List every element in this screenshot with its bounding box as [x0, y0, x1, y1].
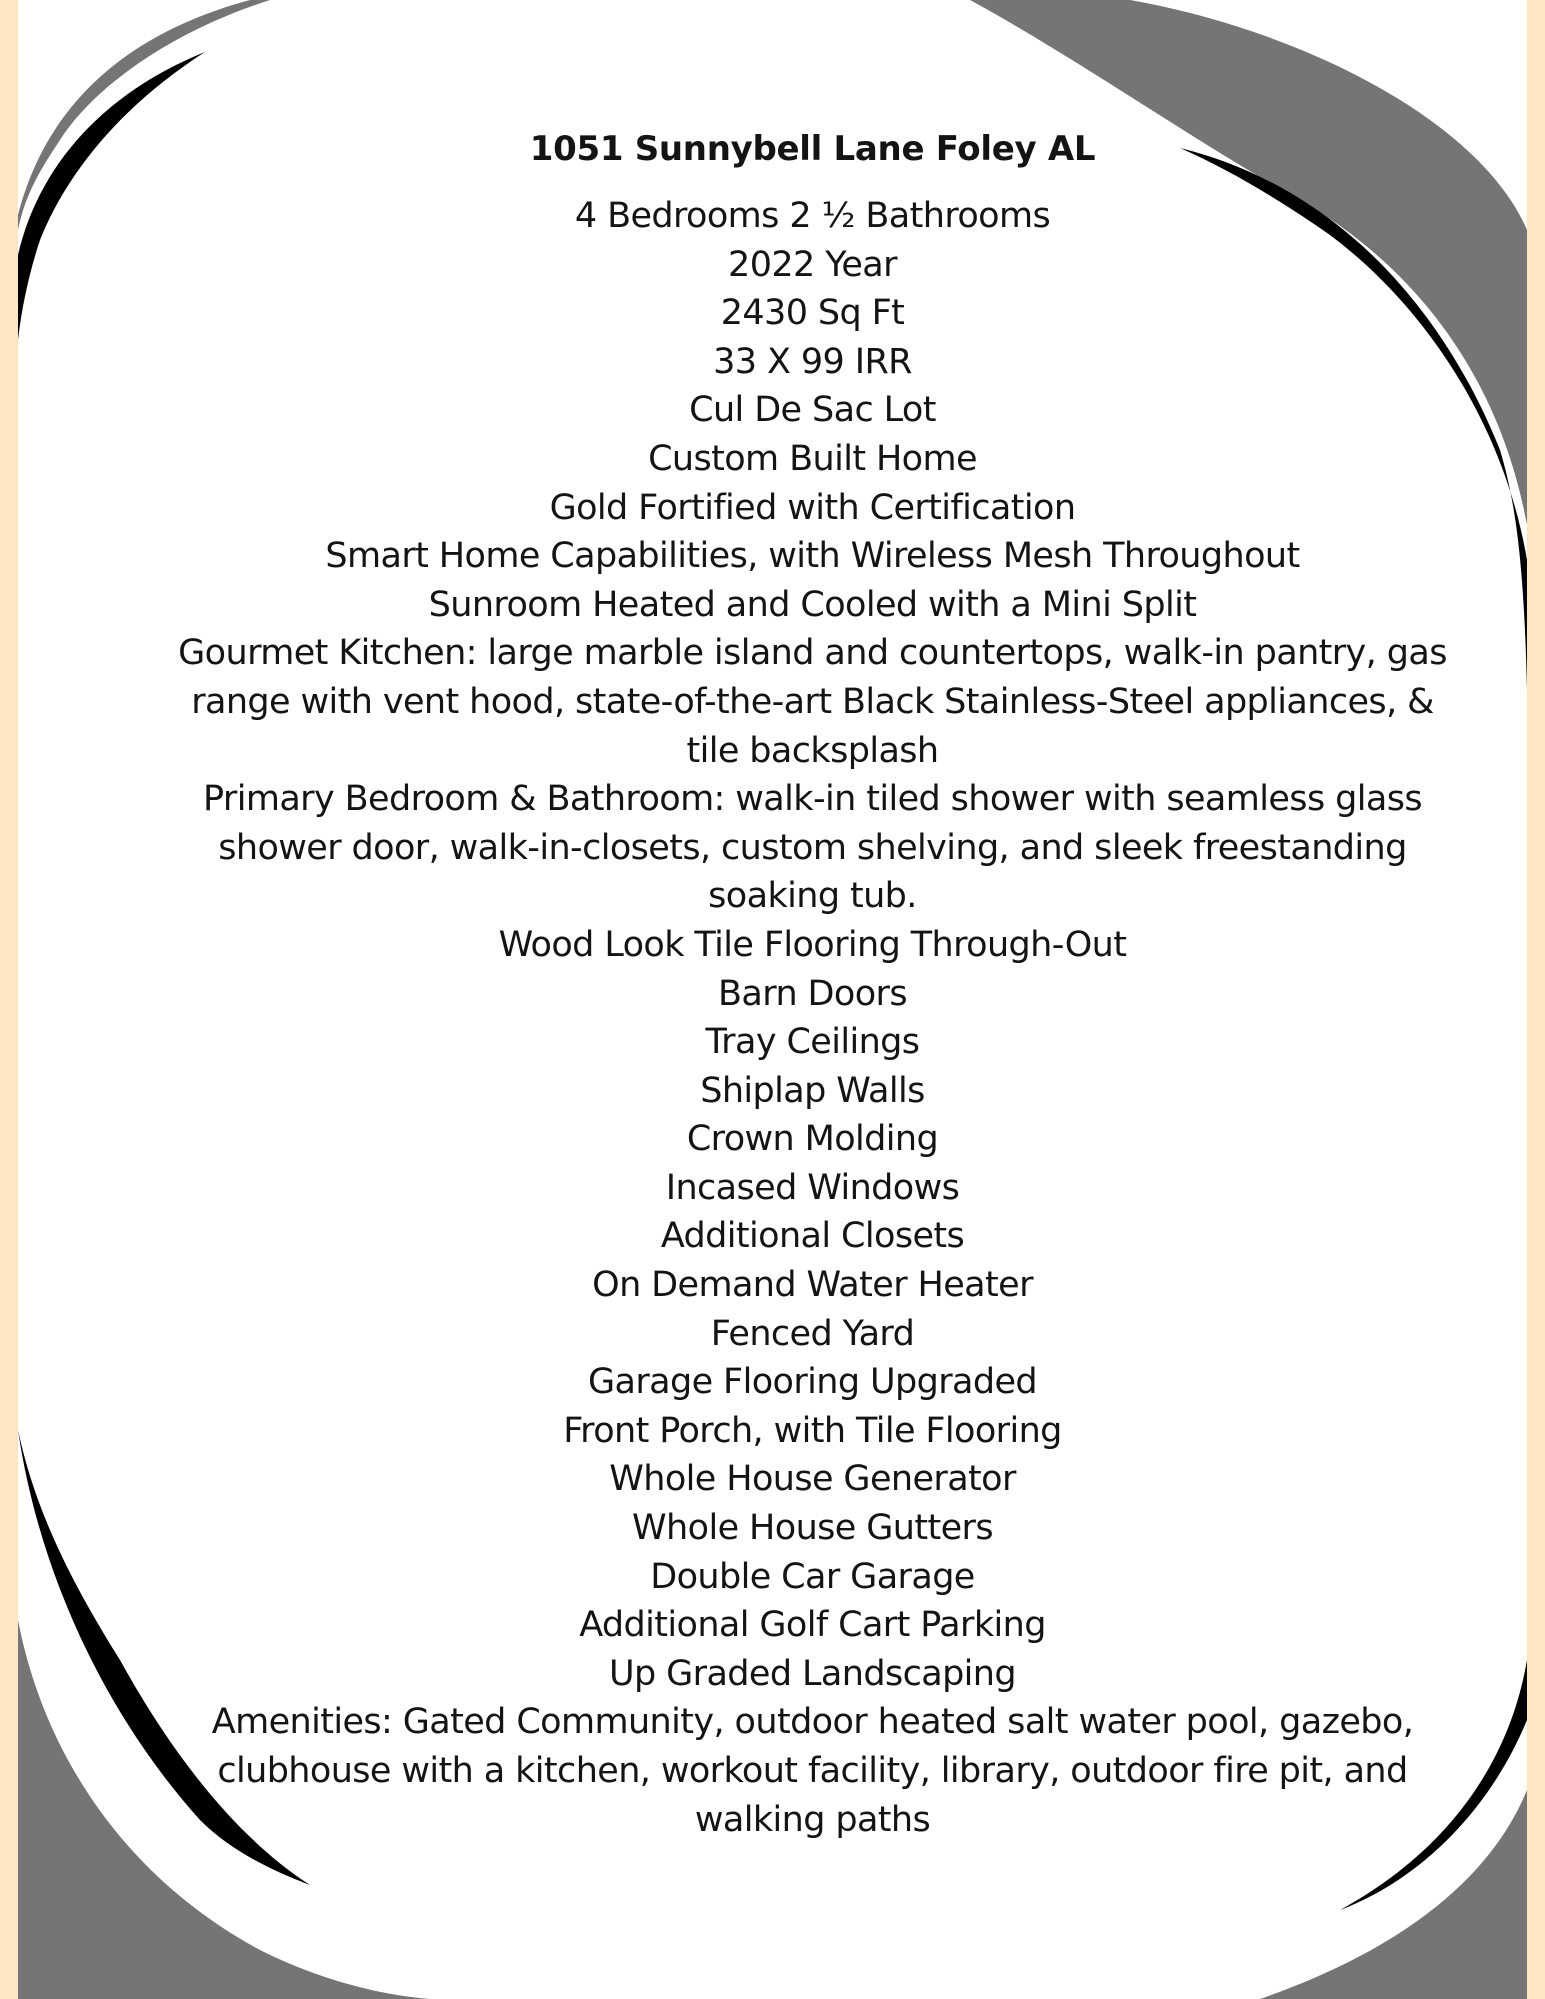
feature-barn-doors: Barn Doors: [718, 973, 907, 1014]
feature-crown-molding: Crown Molding: [686, 1119, 939, 1160]
feature-list: [150, 192, 1475, 1844]
feature-smart-home: Smart Home Capabilities, with Wireless Mesh Throughout: [325, 536, 1300, 577]
feature-additional-closets: Additional Closets: [660, 1216, 965, 1257]
feature-fenced-yard: Fenced Yard: [710, 1313, 915, 1354]
feature-sunroom: Sunroom Heated and Cooled with a Mini Split: [428, 584, 1197, 625]
feature-generator: Whole House Generator: [609, 1459, 1016, 1500]
listing-title: 1051 Sunnybell Lane Foley AL: [529, 129, 1096, 169]
feature-landscaping: Up Graded Landscaping: [608, 1653, 1017, 1694]
feature-tray-ceilings: Tray Ceilings: [705, 1022, 920, 1063]
feature-gutters: Whole House Gutters: [632, 1508, 993, 1549]
feature-primary-suite: Primary Bedroom & Bathroom: walk-in tiled shower with seamless glass shower door, walk-in-closets, custom shelving, and sleek freestanding soaking tub.: [203, 779, 1422, 917]
feature-gourmet-kitchen: Gourmet Kitchen: large marble island and countertops, walk-in pantry, gas range with vent hood, state-of-the-art Black Stainless-Steel appliances, & tile backsplash: [178, 633, 1447, 771]
feature-shiplap-walls: Shiplap Walls: [700, 1070, 925, 1111]
feature-cul-de-sac: Cul De Sac Lot: [689, 390, 936, 431]
feature-double-garage: Double Car Garage: [650, 1556, 975, 1597]
feature-garage-flooring: Garage Flooring Upgraded: [587, 1362, 1038, 1403]
feature-amenities: Amenities: Gated Community, outdoor heated salt water pool, gazebo, clubhouse with a kitchen, workout facility, library, outdoor fire pit, and walking paths: [211, 1702, 1414, 1840]
feature-front-porch: Front Porch, with Tile Flooring: [563, 1410, 1062, 1451]
feature-year: 2022 Year: [728, 244, 897, 285]
listing-content: [150, 124, 1475, 1844]
feature-water-heater: On Demand Water Heater: [592, 1265, 1033, 1306]
feature-custom-built: Custom Built Home: [648, 438, 977, 479]
feature-tile-flooring: Wood Look Tile Flooring Through-Out: [498, 924, 1127, 965]
feature-golf-cart-parking: Additional Golf Cart Parking: [579, 1605, 1046, 1646]
feature-lot-size: 33 X 99 IRR: [713, 341, 912, 382]
feature-incased-windows: Incased Windows: [665, 1167, 960, 1208]
feature-bedrooms: 4 Bedrooms 2 ½ Bathrooms: [574, 196, 1051, 236]
feature-gold-fortified: Gold Fortified with Certification: [549, 487, 1076, 528]
feature-square-feet: 2430 Sq Ft: [720, 293, 905, 334]
